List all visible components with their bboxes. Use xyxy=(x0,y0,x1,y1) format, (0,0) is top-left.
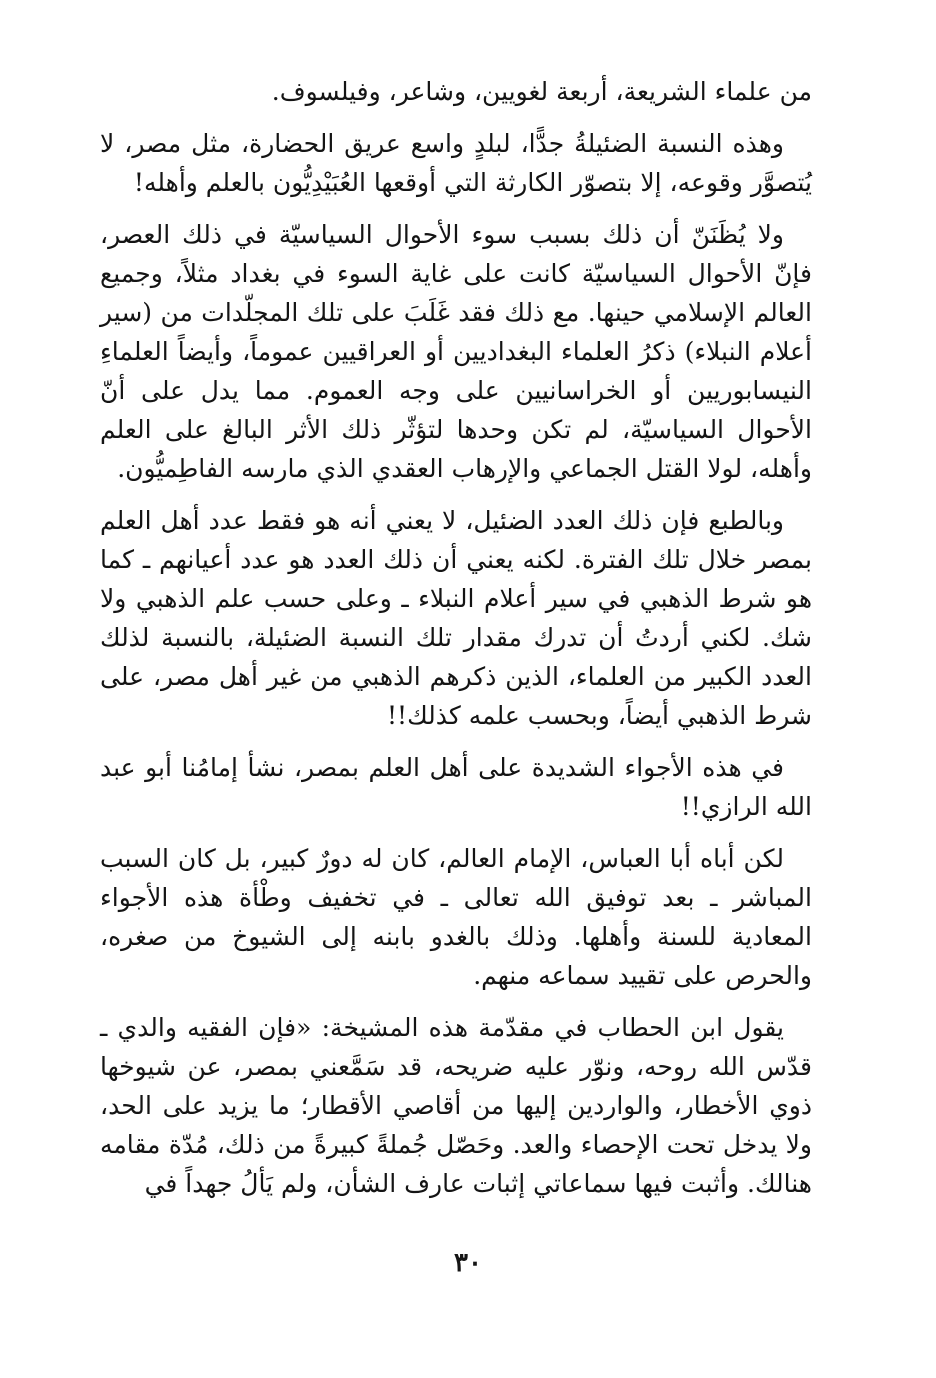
paragraph: وبالطبع فإن ذلك العدد الضئيل، لا يعني أنه هو فقط عدد أهل العلم بمصر خلال تلك الفترة. لكنه يعني أن ذلك العدد هو عدد أعيانهم ـ كما هو شرط الذهبي في سير أعلام النبلاء ـ وعلى حسب علم الذهبي ولا شك. لكني أردتُ أن تدرك مقدار تلك النسبة الضئيلة، بالنسبة لذلك العدد الكبير من العلماء، الذين ذكرهم الذهبي من غير أهل مصر، على شرط الذهبي أيضاً، وبحسب علمه كذلك!! xyxy=(100,506,812,730)
paragraph: وهذه النسبة الضئيلةُ جدًّا، لبلدٍ واسع عريق الحضارة، مثل مصر، لا يُتصوَّر وقوعه، إلا بتصوّر الكارثة التي أوقعها العُبَيْدِيُّون بالعلم وأهله! xyxy=(100,129,812,197)
page-number: ٣٠ xyxy=(454,1248,482,1278)
paragraph: ولا يُظَنَنّ أن ذلك بسبب سوء الأحوال السياسيّة في ذلك العصر، فإنّ الأحوال السياسيّة كانت على غاية السوء في بغداد مثلاً، وجميع العالم الإسلامي حينها. مع ذلك فقد غَلَبَ على تلك المجلّدات من (سير أعلام النبلاء) ذكرُ العلماء البغداديين أو العراقيين عموماً، وأيضاً العلماءِ النيسابوريين أو الخراسانيين على وجه العموم. مما يدل على أنّ الأحوال السياسيّة، لم تكن وحدها لتؤثّر ذلك الأثر البالغ على العلم وأهله، لولا القتل الجماعي والإرهاب العقدي الذي مارسه الفاطِميُّون. xyxy=(100,220,812,483)
paragraph-continuation: من علماء الشريعة، أربعة لغويين، وشاعر، وفيلسوف. xyxy=(271,77,812,106)
page-body-text xyxy=(100,72,812,1216)
paragraph: يقول ابن الحطاب في مقدّمة هذه المشيخة: «فإن الفقيه والدي ـ قدّس الله روحه، ونوّر عليه ضريحه، قد سَمَّعني بمصر، عن شيوخها ذوي الأخطار، والواردين إليها من أقاصي الأقطار؛ ما يزيد على الحد، ولا يدخل تحت الإحصاء والعد. وحَصّل جُملةً كبيرةً من ذلك، مُدّة مقامه هنالك. وأثبت فيها سماعاتي إثبات عارف الشأن، ولم يَألُ جهداً في xyxy=(100,1013,812,1198)
paragraph: في هذه الأجواء الشديدة على أهل العلم بمصر، نشأ إمامُنا أبو عبد الله الرازي!! xyxy=(100,753,812,821)
paragraph: لكن أباه أبا العباس، الإمام العالم، كان له دورٌ كبير، بل كان السبب المباشر ـ بعد توفيق الله تعالى ـ في تخفيف وطْأة هذه الأجواء المعادية للسنة وأهلها. وذلك بالغدو بابنه إلى الشيوخ من صغره، والحرص على تقييد سماعه منهم. xyxy=(100,844,812,990)
